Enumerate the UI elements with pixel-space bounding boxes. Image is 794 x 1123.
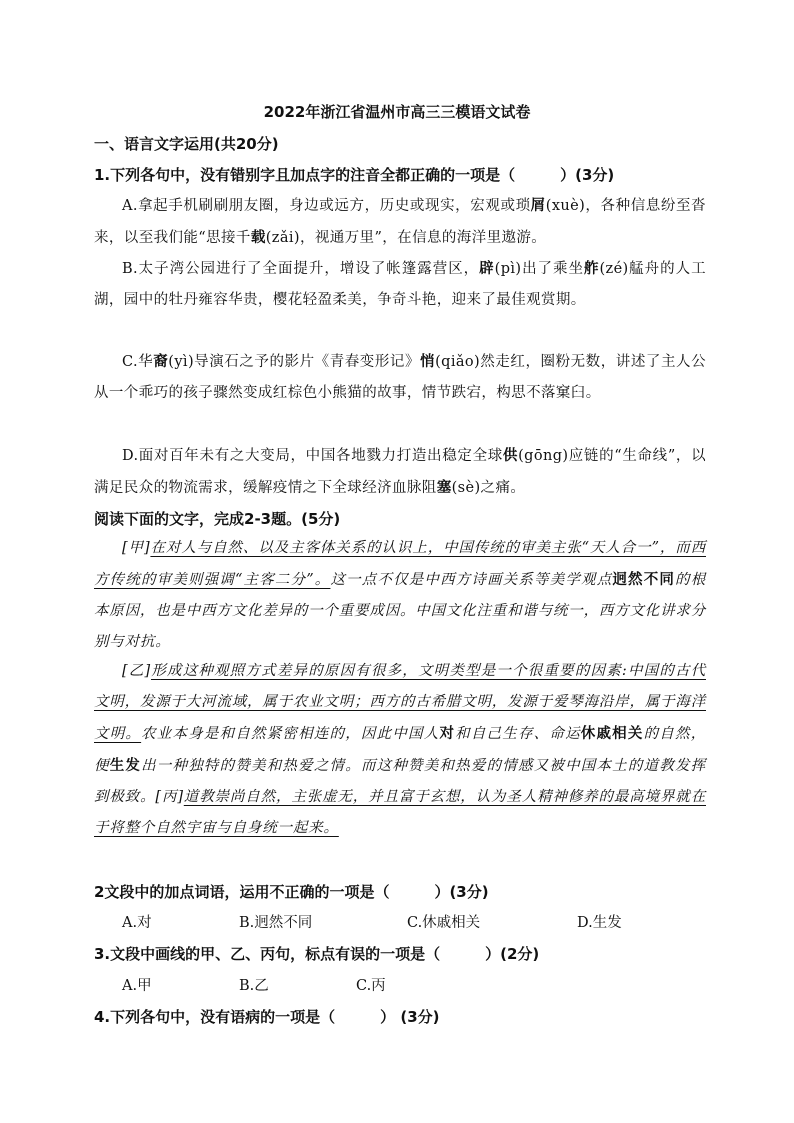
dotted-char: 塞 bbox=[436, 479, 452, 496]
option-d: D.生发 bbox=[577, 915, 622, 931]
reading-intro: 阅读下面的文字，完成2-3题。(5分) bbox=[94, 510, 341, 528]
dotted-word: 迥然不同 bbox=[612, 571, 676, 588]
passage-paragraph-1: [甲]在对人与自然、以及主客体关系的认识上，中国传统的审美主张“天人合一”，而西方传统的审美则强调“主客二分”。这一点不仅是中西方诗画关系等美学观点迥然不同的根本原因，也是中西方文化差异的一个重要成因。中国文化注重和谐与统一，西方文化讲求分别与对抗。 bbox=[94, 540, 706, 650]
section-heading: 一、语言文字运用(共20分) bbox=[94, 135, 279, 153]
question-3-stem: 3.文段中画线的甲、乙、丙句，标点有误的一项是（ ）(2分) bbox=[94, 945, 540, 963]
option-b: B.迥然不同 bbox=[239, 915, 313, 931]
option-a: A.对 bbox=[122, 915, 152, 931]
question-1-stem: 1.下列各句中，没有错别字且加点字的注音全都正确的一项是（ ）(3分) bbox=[94, 166, 615, 184]
dotted-char: 屑 bbox=[530, 197, 546, 214]
dotted-char: 悄 bbox=[420, 353, 436, 370]
dotted-word: 生发 bbox=[109, 757, 142, 774]
dotted-char: 辟 bbox=[479, 260, 495, 277]
dotted-char: 供 bbox=[502, 447, 519, 464]
option-c: C.丙 bbox=[356, 978, 386, 994]
dotted-char: 载 bbox=[250, 229, 266, 246]
dotted-word: 对 bbox=[439, 725, 456, 742]
exam-title: 2022年浙江省温州市高三三模语文试卷 bbox=[263, 103, 531, 121]
option-b: B.乙 bbox=[239, 978, 269, 994]
dotted-word: 休戚相关 bbox=[580, 725, 644, 742]
question-1-option-d: D.面对百年未有之大变局，中国各地戮力打造出稳定全球供(gōng)应链的“生命线”，以满足民众的物流需求，缓解疫情之下全球经济血脉阻塞(sè)之痛。 bbox=[94, 447, 707, 496]
underlined-sentence-yi: 形成这种观照方式差异的原因有很多，文明类型是一个很重要的因素:中国的古代文明，发源于大河流域，属于农业文明；西方的古希腊文明，发源于爱琴海沿岸，属于海洋文明。 bbox=[94, 663, 706, 742]
question-1-option-c: C.华裔(yì)导演石之予的影片《青春变形记》悄(qiǎo)然走红，圈粉无数，讲述了主人公从一个乖巧的孩子骤然变成红棕色小熊猫的故事，情节跌宕，构思不落窠臼。 bbox=[94, 353, 706, 401]
question-1-option-a: A.拿起手机刷刷朋友圈，身边或远方，历史或现实，宏观或琐屑(xuè)，各种信息纷至沓来，以至我们能“思接千载(zǎi)，视通万里”，在信息的海洋里遨游。 bbox=[94, 197, 706, 246]
dotted-char: 裔 bbox=[153, 353, 169, 370]
option-c: C.休戚相关 bbox=[407, 915, 481, 931]
option-a: A.甲 bbox=[122, 978, 152, 994]
dotted-char: 舴 bbox=[583, 260, 600, 277]
underlined-sentence-jia: 在对人与自然、以及主客体关系的认识上，中国传统的审美主张“天人合一”，而西方传统的审美则强调“主客二分”。 bbox=[94, 540, 706, 588]
question-1-option-b: B.太子湾公园进行了全面提升，增设了帐篷露营区，辟(pì)出了乘坐舴(zé)艋舟的人工湖，园中的牡丹雍容华贵，樱花轻盈柔美，争奇斗艳，迎来了最佳观赏期。 bbox=[94, 260, 706, 308]
question-2-stem: 2文段中的加点词语，运用不正确的一项是（ ）(3分) bbox=[94, 883, 489, 901]
question-4-stem: 4.下列各句中，没有语病的一项是（ ） (3分) bbox=[94, 1008, 440, 1026]
passage-paragraph-2: [乙]形成这种观照方式差异的原因有很多，文明类型是一个很重要的因素:中国的古代文明，发源于大河流域，属于农业文明；西方的古希腊文明，发源于爱琴海沿岸，属于海洋文明。农业本身是和自然紧密相连的，因此中国人对和自己生存、命运休戚相关的自然，便生发出一种独特的赞美和热爱之情。而这种赞美和热爱的情感又被中国本土的道教发挥到极致。[丙]道教崇尚自然，主张虚无，并且富于玄想，认为圣人精神修养的最高境界就在于将整个自然宇宙与自身统一起来。 bbox=[94, 663, 706, 836]
underlined-sentence-bing: 道教崇尚自然，主张虚无，并且富于玄想，认为圣人精神修养的最高境界就在于将整个自然宇宙与自身统一起来。 bbox=[94, 789, 706, 836]
